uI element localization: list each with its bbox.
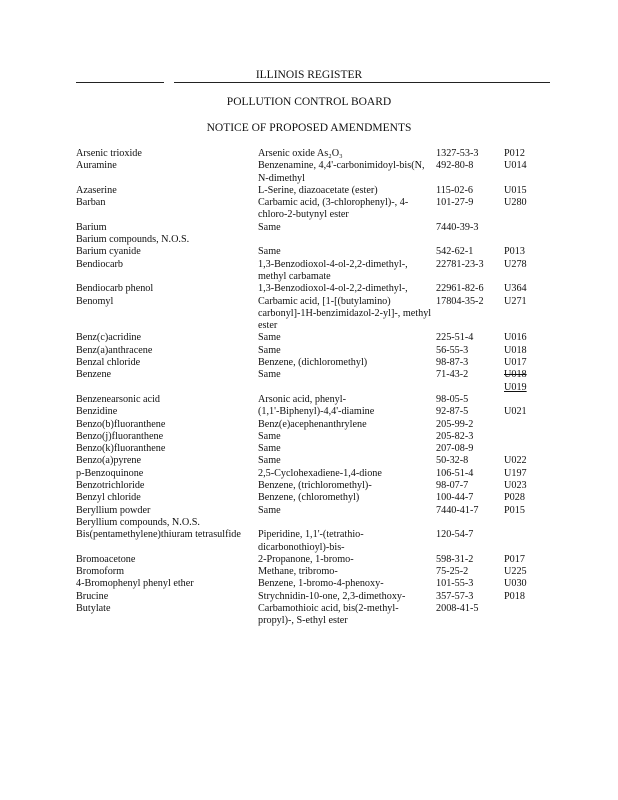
table-row [76,283,556,295]
waste-code-cell: U023 [504,480,527,492]
chemical-name-cell: Carbamic acid, [1-[(butylamino) carbonyl]-1H-benzimidazol-2-yl]-, methyl ester [258,295,432,332]
table-row [76,185,556,197]
cas-number-cell: 17804-35-2 [436,295,484,307]
table-row [76,566,556,578]
chemical-name-cell: 2-Propanone, 1-bromo- [258,553,354,565]
cas-number-cell: 106-51-4 [436,467,474,479]
common-name-cell: Benomyl [76,295,114,307]
waste-code-cell [504,603,556,628]
waste-code-cell [504,222,556,234]
waste-code-cell [504,394,556,406]
cas-number-cell: 205-99-2 [436,418,474,430]
waste-code-cell: P028 [504,492,525,504]
common-name-cell: Benzenearsonic acid [76,393,161,405]
waste-code-cell: U030 [504,578,527,590]
board-title: POLLUTION CONTROL BOARD [226,96,392,108]
table-row [76,357,556,369]
cas-number-cell [436,234,504,246]
common-name-cell: Bromoform [76,566,125,578]
cas-number-cell: 7440-41-7 [436,504,479,516]
chemical-name-cell: Benzene, (dichloromethyl) [258,357,368,369]
common-name-cell: 4-Bromophenyl phenyl ether [76,578,194,590]
chemical-name-cell: Piperidine, 1,1'-(tetrathio-dicarbonothioyl)-bis- [258,529,364,553]
chemical-name-cell: Carbamothioic acid, bis(2-methyl-propyl)-, S-ethyl ester [258,602,399,627]
cas-number-cell [436,517,504,529]
deleted-waste-code: U018 [504,369,527,381]
waste-code-cell: U197 [504,467,527,479]
waste-code-cell: U225 [504,566,527,578]
cas-number-cell: 50-32-8 [436,455,469,467]
common-name-cell: Benzo(k)fluoranthene [76,443,166,455]
chemical-name-cell: 1,3-Benzodioxol-4-ol-2,2-dimethyl-, [258,283,408,295]
common-name-cell: p-Benzoquinone [76,467,144,479]
cas-number-cell: 100-44-7 [436,492,474,504]
table-row [76,554,556,566]
common-name-cell: Benzene [76,369,112,381]
table-row [76,296,556,333]
table-row [76,197,556,222]
waste-code-cell [504,529,556,554]
common-name-cell: Bromoacetone [76,553,136,565]
waste-code-cell [504,369,556,394]
common-name-cell: Benz(c)acridine [76,332,142,344]
common-name-cell: Azaserine [76,184,117,196]
table-row [76,443,556,455]
cas-number-cell: 492-80-8 [436,160,474,172]
waste-code-cell: U015 [504,184,527,196]
common-name-cell: Benzyl chloride [76,492,141,504]
chemical-name-cell: Carbamic acid, (3-chlorophenyl)-, 4-chloro-2-butynyl ester [258,197,409,221]
waste-code-cell: U280 [504,197,527,209]
common-name-cell: Bendiocarb phenol [76,283,154,295]
waste-code-cell: U018 [504,344,527,356]
chemical-name-cell: Benzenamine, 4,4'-carbonimidoyl-bis(N, N-dimethyl [258,160,425,184]
hazardous-constituents-table [76,148,556,628]
table-row [76,394,556,406]
chemical-name-cell [258,234,436,246]
waste-code-cell [504,431,556,443]
chemical-name-cell: Benzene, (chloromethyl) [258,492,360,504]
chemical-name-cell: Benzene, 1-bromo-4-phenoxy- [258,578,384,590]
common-name-cell: Barban [76,197,106,209]
cas-number-cell: 207-08-9 [436,443,474,455]
waste-code-cell: U278 [504,258,527,270]
chemical-name-cell: Methane, tribromo- [258,566,338,578]
chemical-name-cell [258,517,436,529]
waste-code-cell [504,234,556,246]
waste-code-cell: U016 [504,332,527,344]
table-row [76,419,556,431]
table-row [76,468,556,480]
table-row [76,259,556,284]
chemical-name-cell: Benz(e)acephenanthrylene [258,418,367,430]
cas-number-cell: 115-02-6 [436,184,473,196]
table-row [76,517,556,529]
waste-code-cell: P012 [504,148,525,159]
table-row [76,345,556,357]
table-row [76,480,556,492]
chemical-name-cell: 1,3-Benzodioxol-4-ol-2,2-dimethyl-, methyl carbamate [258,258,408,282]
chemical-name-cell: Same [258,430,281,442]
cas-number-cell: 56-55-3 [436,344,469,356]
chemical-name-cell: Arsonic acid, phenyl- [258,393,346,405]
common-name-cell: Benzotrichloride [76,480,145,492]
table-row [76,246,556,258]
header-rule-left [76,82,164,83]
common-name-cell: Barium compounds, N.O.S. [76,234,190,246]
waste-code-cell: U017 [504,357,527,369]
cas-number-cell: 225-51-4 [436,332,474,344]
chemical-name-cell: (1,1'-Biphenyl)-4,4'-diamine [258,406,375,418]
chemical-name-cell: L-Serine, diazoacetate (ester) [258,184,378,196]
cas-number-cell: 98-87-3 [436,357,469,369]
chemical-name-cell: Same [258,246,281,258]
cas-number-cell: 7440-39-3 [436,221,479,233]
table-row [76,505,556,517]
table-row [76,603,556,628]
cas-number-cell: 71-43-2 [436,369,469,381]
cas-number-cell: 1327-53-3 [436,148,479,159]
table-row [76,160,556,185]
waste-code-cell [504,419,556,431]
waste-code-cell: P017 [504,553,525,565]
chemical-name-cell: Same [258,369,281,381]
cas-number-cell: 101-55-3 [436,578,474,590]
table-row [76,406,556,418]
table-row [76,369,556,394]
common-name-cell: Benzo(a)pyrene [76,455,142,467]
waste-code-cell [504,443,556,455]
cas-number-cell: 205-82-3 [436,430,474,442]
cas-number-cell: 2008-41-5 [436,602,479,614]
added-waste-code: U019 [504,381,527,393]
chemical-name-cell: Same [258,504,281,516]
table-row [76,455,556,467]
chemical-name-cell: Same [258,344,281,356]
chemical-name-cell: Same [258,443,281,455]
cas-number-cell: 92-87-5 [436,406,469,418]
cas-number-cell: 598-31-2 [436,553,474,565]
waste-code-cell: P013 [504,246,525,258]
common-name-cell: Butylate [76,602,111,614]
common-name-cell: Bis(pentamethylene)thiuram tetrasulfide [76,529,241,541]
common-name-cell: Auramine [76,160,117,172]
cas-number-cell: 120-54-7 [436,529,474,541]
table-row [76,222,556,234]
common-name-cell: Arsenic trioxide [76,148,142,159]
waste-code-cell: U022 [504,455,527,467]
chemical-name-cell: Same [258,455,281,467]
table-row [76,431,556,443]
common-name-cell: Barium [76,221,107,233]
table-row [76,234,556,246]
common-name-cell: Bendiocarb [76,258,123,270]
chemical-name-cell: Same [258,221,281,233]
chemical-name-cell: Benzene, (trichloromethyl)- [258,480,372,492]
cas-number-cell: 22781-23-3 [436,258,484,270]
waste-code-cell [504,517,556,529]
table-row [76,492,556,504]
cas-number-cell: 98-05-5 [436,393,469,405]
chemical-name-cell: Arsenic oxide As₂O₃ [258,148,343,159]
chemical-name-cell: Strychnidin-10-one, 2,3-dimethoxy- [258,590,406,602]
cas-number-cell: 101-27-9 [436,197,474,209]
table-row [76,578,556,590]
waste-code-cell: U014 [504,160,527,172]
notice-title: NOTICE OF PROPOSED AMENDMENTS [206,122,412,134]
register-title: ILLINOIS REGISTER [255,69,363,81]
cas-number-cell: 542-62-1 [436,246,474,258]
common-name-cell: Benz(a)anthracene [76,344,153,356]
common-name-cell: Beryllium compounds, N.O.S. [76,516,200,528]
waste-code-cell: U271 [504,295,527,307]
waste-code-cell: P015 [504,504,525,516]
table-row [76,591,556,603]
common-name-cell: Benzidine [76,406,118,418]
table-row [76,529,556,554]
chemical-name-cell: 2,5-Cyclohexadiene-1,4-dione [258,467,382,479]
common-name-cell: Benzal chloride [76,357,141,369]
table-row [76,332,556,344]
common-name-cell: Benzo(j)fluoranthene [76,430,164,442]
table-row [76,148,556,160]
header-rule-right [174,82,550,83]
waste-code-cell: U021 [504,406,527,418]
common-name-cell: Barium cyanide [76,246,141,258]
chemical-name-cell: Same [258,332,281,344]
common-name-cell: Benzo(b)fluoranthene [76,418,166,430]
cas-number-cell: 357-57-3 [436,590,474,602]
cas-number-cell: 75-25-2 [436,566,469,578]
waste-code-cell: U364 [504,283,527,295]
cas-number-cell: 98-07-7 [436,480,469,492]
cas-number-cell: 22961-82-6 [436,283,484,295]
common-name-cell: Brucine [76,590,109,602]
common-name-cell: Beryllium powder [76,504,151,516]
waste-code-cell: P018 [504,590,525,602]
